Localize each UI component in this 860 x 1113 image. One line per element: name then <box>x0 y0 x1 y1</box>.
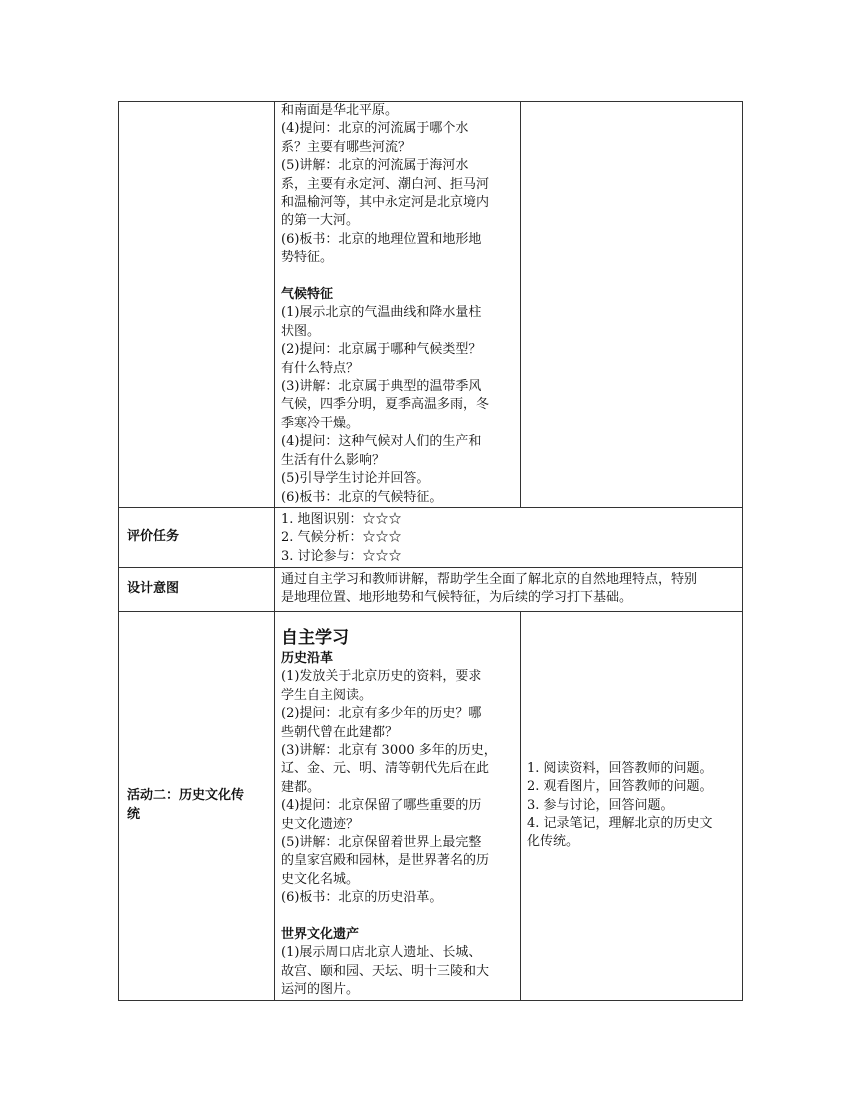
table-row <box>119 611 743 1000</box>
text-line: 势特征。 <box>281 250 334 266</box>
table-row <box>119 567 743 611</box>
table-row <box>119 102 743 508</box>
evaluation-cell <box>275 507 743 567</box>
text-line: 的第一大河。 <box>281 213 360 229</box>
evaluation-item: 2. 气候分析：☆☆☆ <box>281 530 402 546</box>
text-line: (4)提问：这种气候对人们的生产和 <box>281 434 482 450</box>
design-intent-cell <box>275 567 743 611</box>
text-line: 学生自主阅读。 <box>281 687 373 703</box>
design-label: 设计意图 <box>119 567 275 611</box>
table-row <box>119 507 743 567</box>
text-line: (6)板书：北京的地理位置和地形地 <box>281 231 482 247</box>
text-line: (2)提问：北京属于哪种气候类型？ <box>281 342 482 358</box>
teacher-activity-cell <box>275 611 521 1000</box>
teacher-activity-cell <box>275 102 521 508</box>
text-line: (6)板书：北京的历史沿革。 <box>281 890 443 906</box>
text-line: (4)提问：北京的河流属于哪个水 <box>281 121 469 137</box>
text-line: 是地理位置、地形地势和气候特征，为后续的学习打下基础。 <box>281 590 633 606</box>
evaluation-item: 1. 地图识别：☆☆☆ <box>281 511 402 527</box>
text-line: (3)讲解：北京属于典型的温带季风 <box>281 379 482 395</box>
text-line: 气候，四季分明，夏季高温多雨，冬 <box>281 397 490 413</box>
text-line: 通过自主学习和教师讲解，帮助学生全面了解北京的自然地理特点，特别 <box>281 571 698 587</box>
text-line: (2)提问：北京有多少年的历史？哪 <box>281 706 482 722</box>
text-line: (5)引导学生讨论并回答。 <box>281 471 430 487</box>
activity-label-cell <box>119 102 275 508</box>
text-line: (1)展示北京的气温曲线和降水量柱 <box>281 305 482 321</box>
text-line: 有什么特点？ <box>281 360 360 376</box>
activity2-label: 活动二：历史文化传 统 <box>119 611 275 1000</box>
text-line: 辽、金、元、明、清等朝代先后在此 <box>281 761 490 777</box>
text-line: 和温榆河等，其中永定河是北京境内 <box>281 195 490 211</box>
evaluation-label: 评价任务 <box>119 507 275 567</box>
text-line: 状图。 <box>281 323 321 339</box>
text-line: 史文化遗迹？ <box>281 816 360 832</box>
text-line: 史文化名城。 <box>281 871 360 887</box>
text-line: 运河的图片。 <box>281 982 360 998</box>
student-activity-cell <box>521 102 743 508</box>
lesson-plan-table <box>118 101 743 1001</box>
text-line: 些朝代曾在此建都？ <box>281 724 399 740</box>
student-task: 化传统。 <box>527 834 580 850</box>
text-line: (4)提问：北京保留了哪些重要的历 <box>281 798 482 814</box>
student-task: 4. 记录笔记，理解北京的历史文 <box>527 815 713 831</box>
student-task: 2. 观看图片，回答教师的问题。 <box>527 779 713 795</box>
text-line: (6)板书：北京的气候特征。 <box>281 489 443 505</box>
section-title: 气候特征 <box>281 287 334 303</box>
text-line: (1)展示周口店北京人遗址、长城、 <box>281 945 482 961</box>
text-line: 系，主要有永定河、潮白河、拒马河 <box>281 176 490 192</box>
text-line: 系？主要有哪些河流？ <box>281 139 412 155</box>
student-task: 3. 参与讨论，回答问题。 <box>527 797 674 813</box>
evaluation-item: 3. 讨论参与：☆☆☆ <box>281 548 402 564</box>
section-heading: 自主学习 <box>281 627 349 648</box>
text-line: 的皇家宫殿和园林，是世界著名的历 <box>281 853 490 869</box>
text-line: (3)讲解：北京有 3000 多年的历史， <box>281 742 497 758</box>
student-activity-cell <box>521 611 743 1000</box>
text-line: 和南面是华北平原。 <box>281 103 399 118</box>
text-line: (5)讲解：北京保留着世界上最完整 <box>281 834 482 850</box>
section-title: 世界文化遗产 <box>281 927 360 942</box>
text-line: 生活有什么影响？ <box>281 452 386 468</box>
text-line: (1)发放关于北京历史的资料，要求 <box>281 669 482 685</box>
section-title: 历史沿革 <box>281 650 334 666</box>
text-line: 故宫、颐和园、天坛、明十三陵和大 <box>281 963 490 979</box>
text-line: 季寒冷干燥。 <box>281 415 360 431</box>
text-line: (5)讲解：北京的河流属于海河水 <box>281 158 469 174</box>
text-line: 建都。 <box>281 779 321 795</box>
student-task: 1. 阅读资料，回答教师的问题。 <box>527 760 713 776</box>
